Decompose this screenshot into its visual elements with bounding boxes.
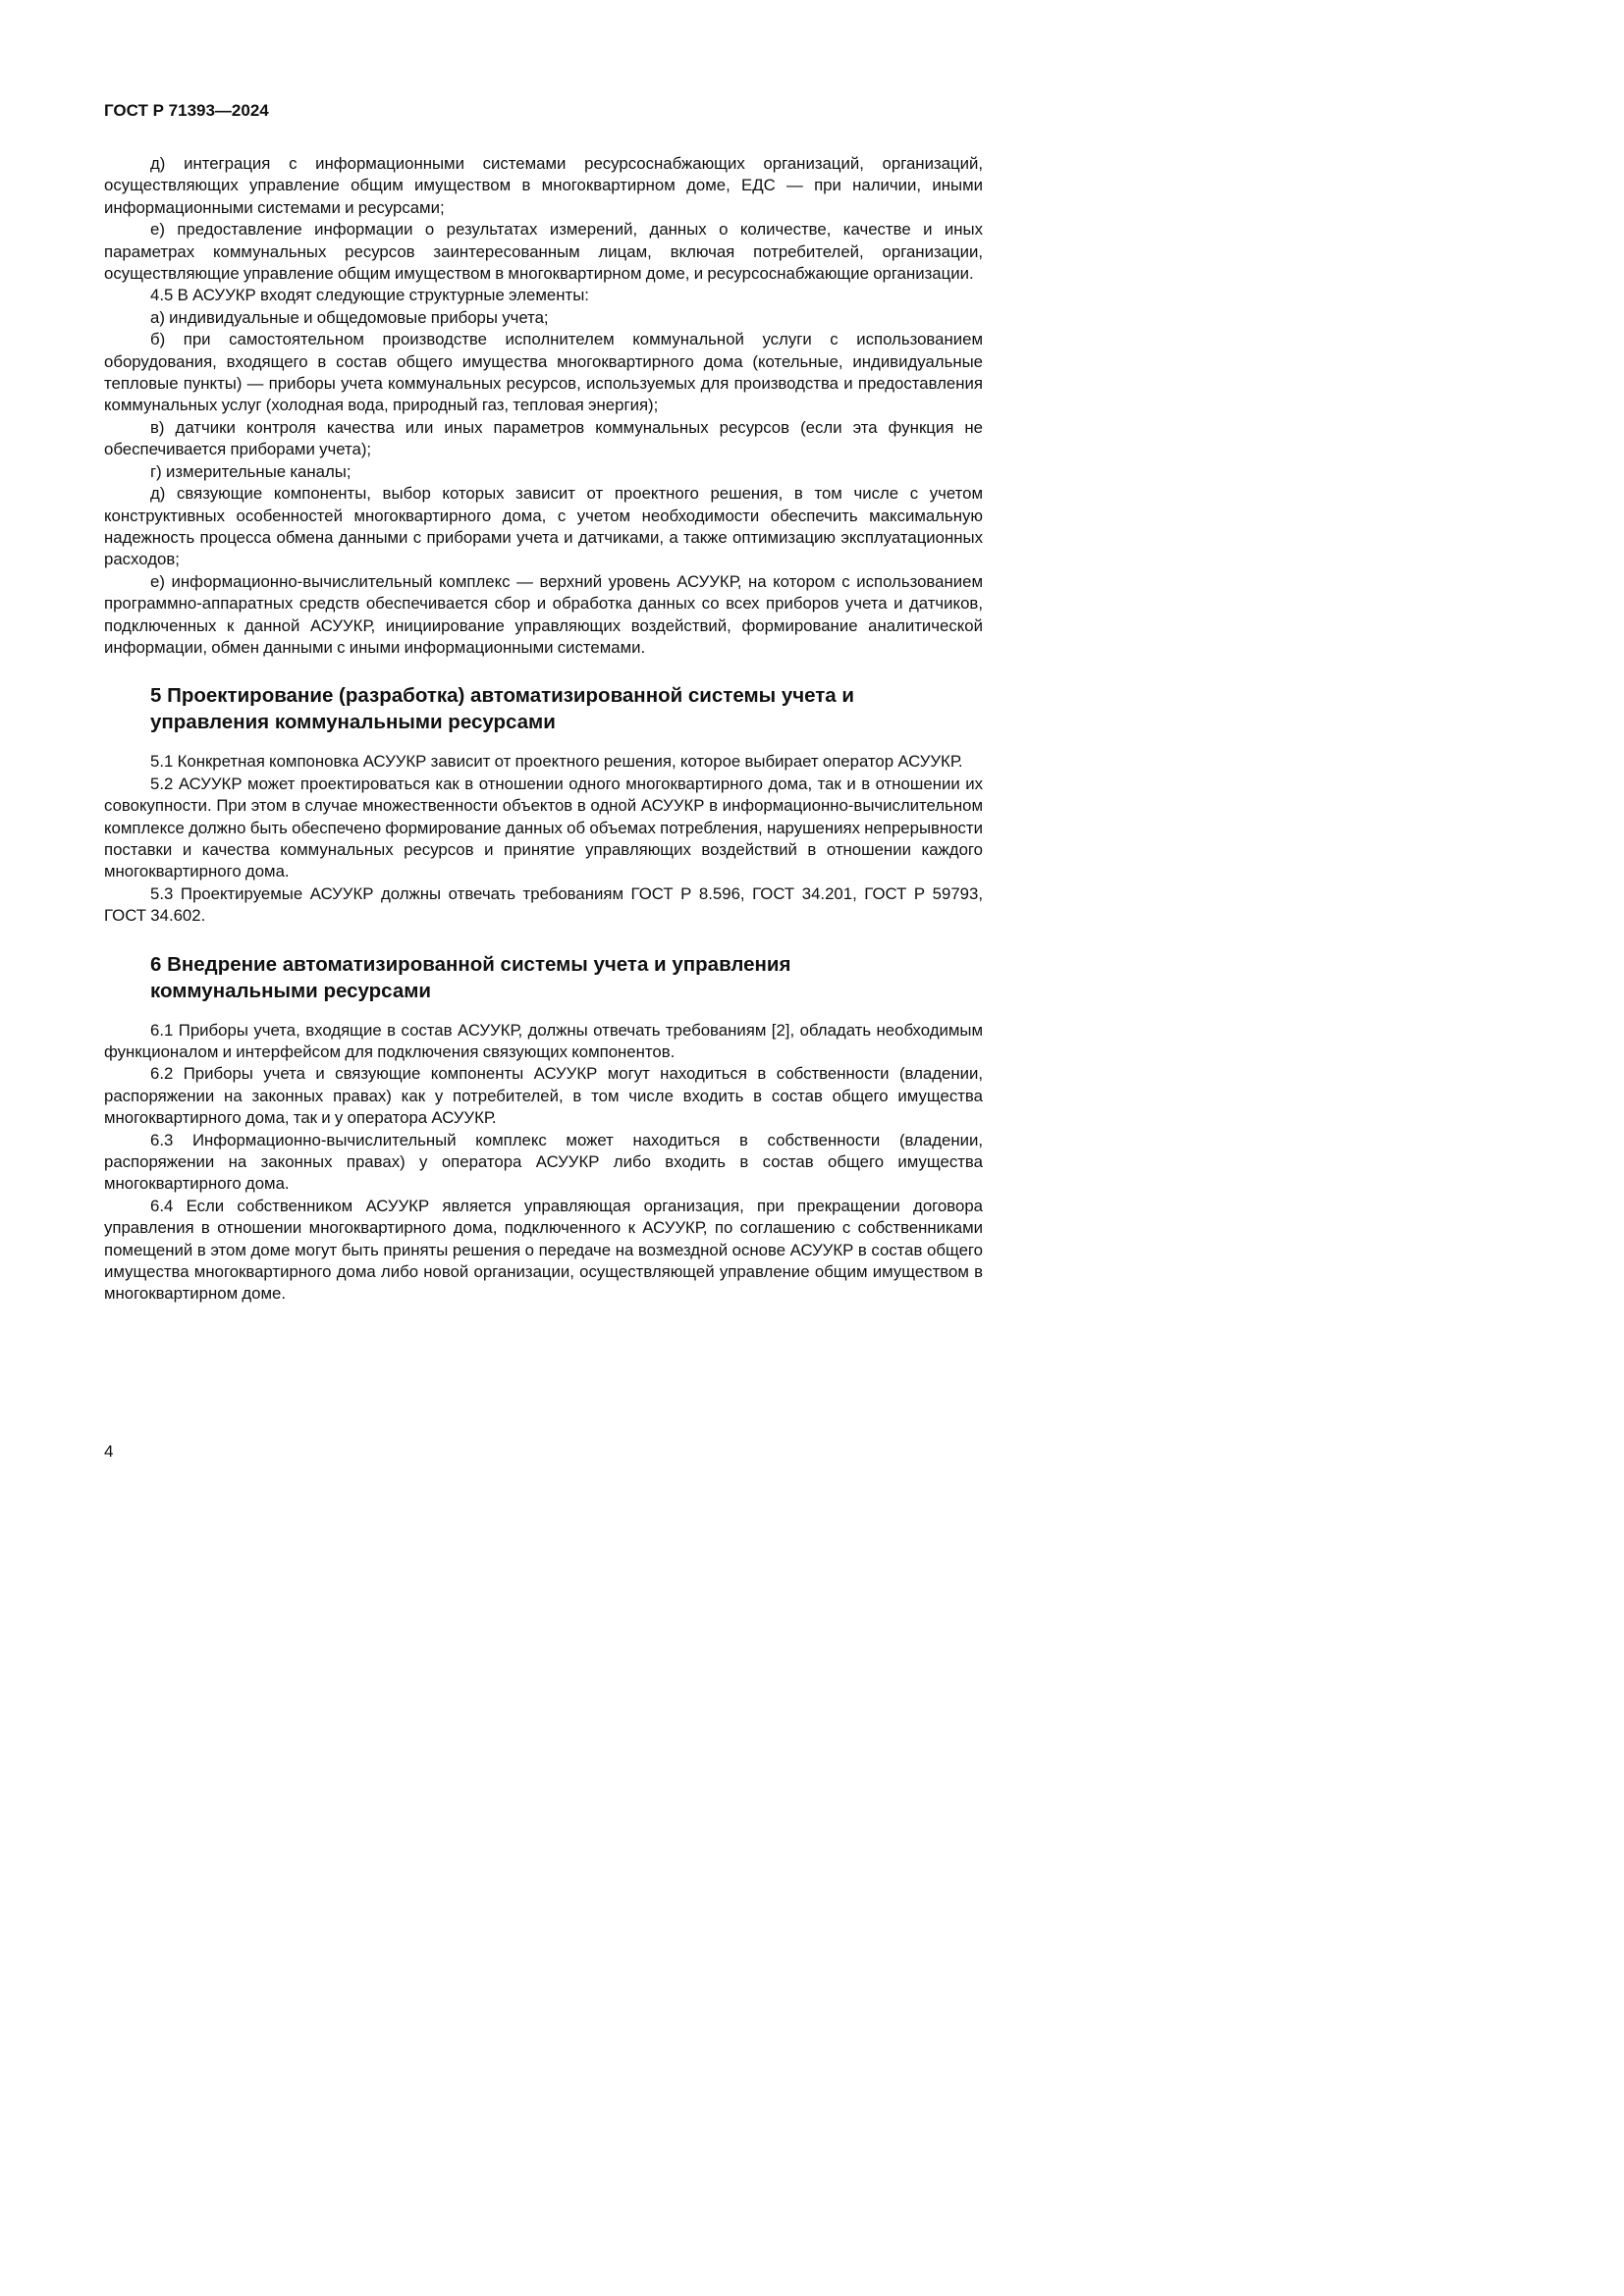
paragraph: 5.2 АСУУКР может проектироваться как в отношении одного многоквартирного дома, так и в отношении их совокупности. При этом в случае множественности объектов в одной АСУУКР в информационно-вычислительном комплексе должно быть обеспечено формирование данных об объемах потребления, нарушениях непрерывности поставки и качества коммунальных ресурсов и принятие управляющих воздействий в отношении каждого многоквартирного дома. (104, 774, 983, 881)
document-page (0, 0, 1084, 1532)
paragraph: 4.5 В АСУУКР входят следующие структурные элементы: (150, 286, 589, 305)
paragraph: в) датчики контроля качества или иных параметров коммунальных ресурсов (если эта функция не обеспечивается приборами учета); (104, 417, 983, 459)
paragraph: 5.1 Конкретная компоновка АСУУКР зависит от проектного решения, которое выбирает оператор АСУУКР. (150, 752, 963, 772)
section-5-heading: 5 Проектирование (разработка) автоматизированной системы учета и управления коммунальными ресурсами (150, 684, 855, 734)
document-body (104, 153, 983, 1306)
paragraph: 6.4 Если собственником АСУУКР является управляющая организация, при прекращении договора управления в отношении многоквартирного дома, подключенного к АСУУКР, по соглашению с собственниками помещений в этом доме могут быть приняты решения о передаче на возмездной основе АСУУКР в состав общего имущества многоквартирного дома либо новой организации, осуществляющей управление общим имуществом в многоквартирном доме. (104, 1196, 983, 1304)
paragraph: д) связующие компоненты, выбор которых зависит от проектного решения, в том числе с учетом конструктивных особенностей многоквартирного дома, с учетом необходимости обеспечить максимальную надежность процесса обмена данными с приборами учета и датчиками, а также оптимизацию эксплуатационных расходов; (104, 484, 983, 569)
page-number: 4 (104, 1442, 114, 1461)
paragraph: г) измерительные каналы; (150, 461, 352, 481)
paragraph: 6.3 Информационно-вычислительный комплекс может находиться в собственности (владении, распоряжении на законных правах) у оператора АСУУКР либо входить в состав общего имущества многоквартирного дома. (104, 1130, 983, 1194)
paragraph: б) при самостоятельном производстве исполнителем коммунальной услуги с использованием оборудования, входящего в состав общего имущества многоквартирного дома (котельные, индивидуальные тепловые пункты) — приборы учета коммунальных ресурсов, используемых для производства и предоставления коммунальных услуг (холодная вода, природный газ, тепловая энергия); (104, 330, 983, 415)
paragraph: д) интеграция с информационными системами ресурсоснабжающих организаций, организаций, осуществляющих управление общим имуществом в многоквартирном доме, ЕДС — при наличии, иными информационными системами и ресурсами; (104, 154, 983, 217)
section-6-heading: 6 Внедрение автоматизированной системы учета и управления коммунальными ресурсами (150, 952, 791, 1002)
paragraph: а) индивидуальные и общедомовые приборы учета; (150, 307, 549, 327)
paragraph: 5.3 Проектируемые АСУУКР должны отвечать требованиям ГОСТ Р 8.596, ГОСТ 34.201, ГОСТ Р 59793, ГОСТ 34.602. (104, 883, 983, 926)
paragraph: е) информационно-вычислительный комплекс — верхний уровень АСУУКР, на котором с использованием программно-аппаратных средств обеспечивается сбор и обработка данных со всех приборов учета и датчиков, подключенных к данной АСУУКР, инициирование управляющих воздействий, формирование аналитической информации, обмен данными с иными информационными системами. (104, 571, 983, 657)
paragraph: е) предоставление информации о результатах измерений, данных о количестве, качестве и иных параметрах коммунальных ресурсов заинтересованным лицам, включая потребителей, организации, осуществляющие управление общим имуществом в многоквартирном доме, и ресурсоснабжающие организации. (104, 220, 983, 284)
document-header: ГОСТ Р 71393—2024 (104, 101, 269, 120)
paragraph: 6.2 Приборы учета и связующие компоненты АСУУКР могут находиться в собственности (владении, распоряжении на законных правах) как у потребителей, в том числе входить в состав общего имущества многоквартирного дома, так и у оператора АСУУКР. (104, 1064, 983, 1128)
paragraph: 6.1 Приборы учета, входящие в состав АСУУКР, должны отвечать требованиям [2], обладать необходимым функционалом и интерфейсом для подключения связующих компонентов. (104, 1020, 983, 1061)
